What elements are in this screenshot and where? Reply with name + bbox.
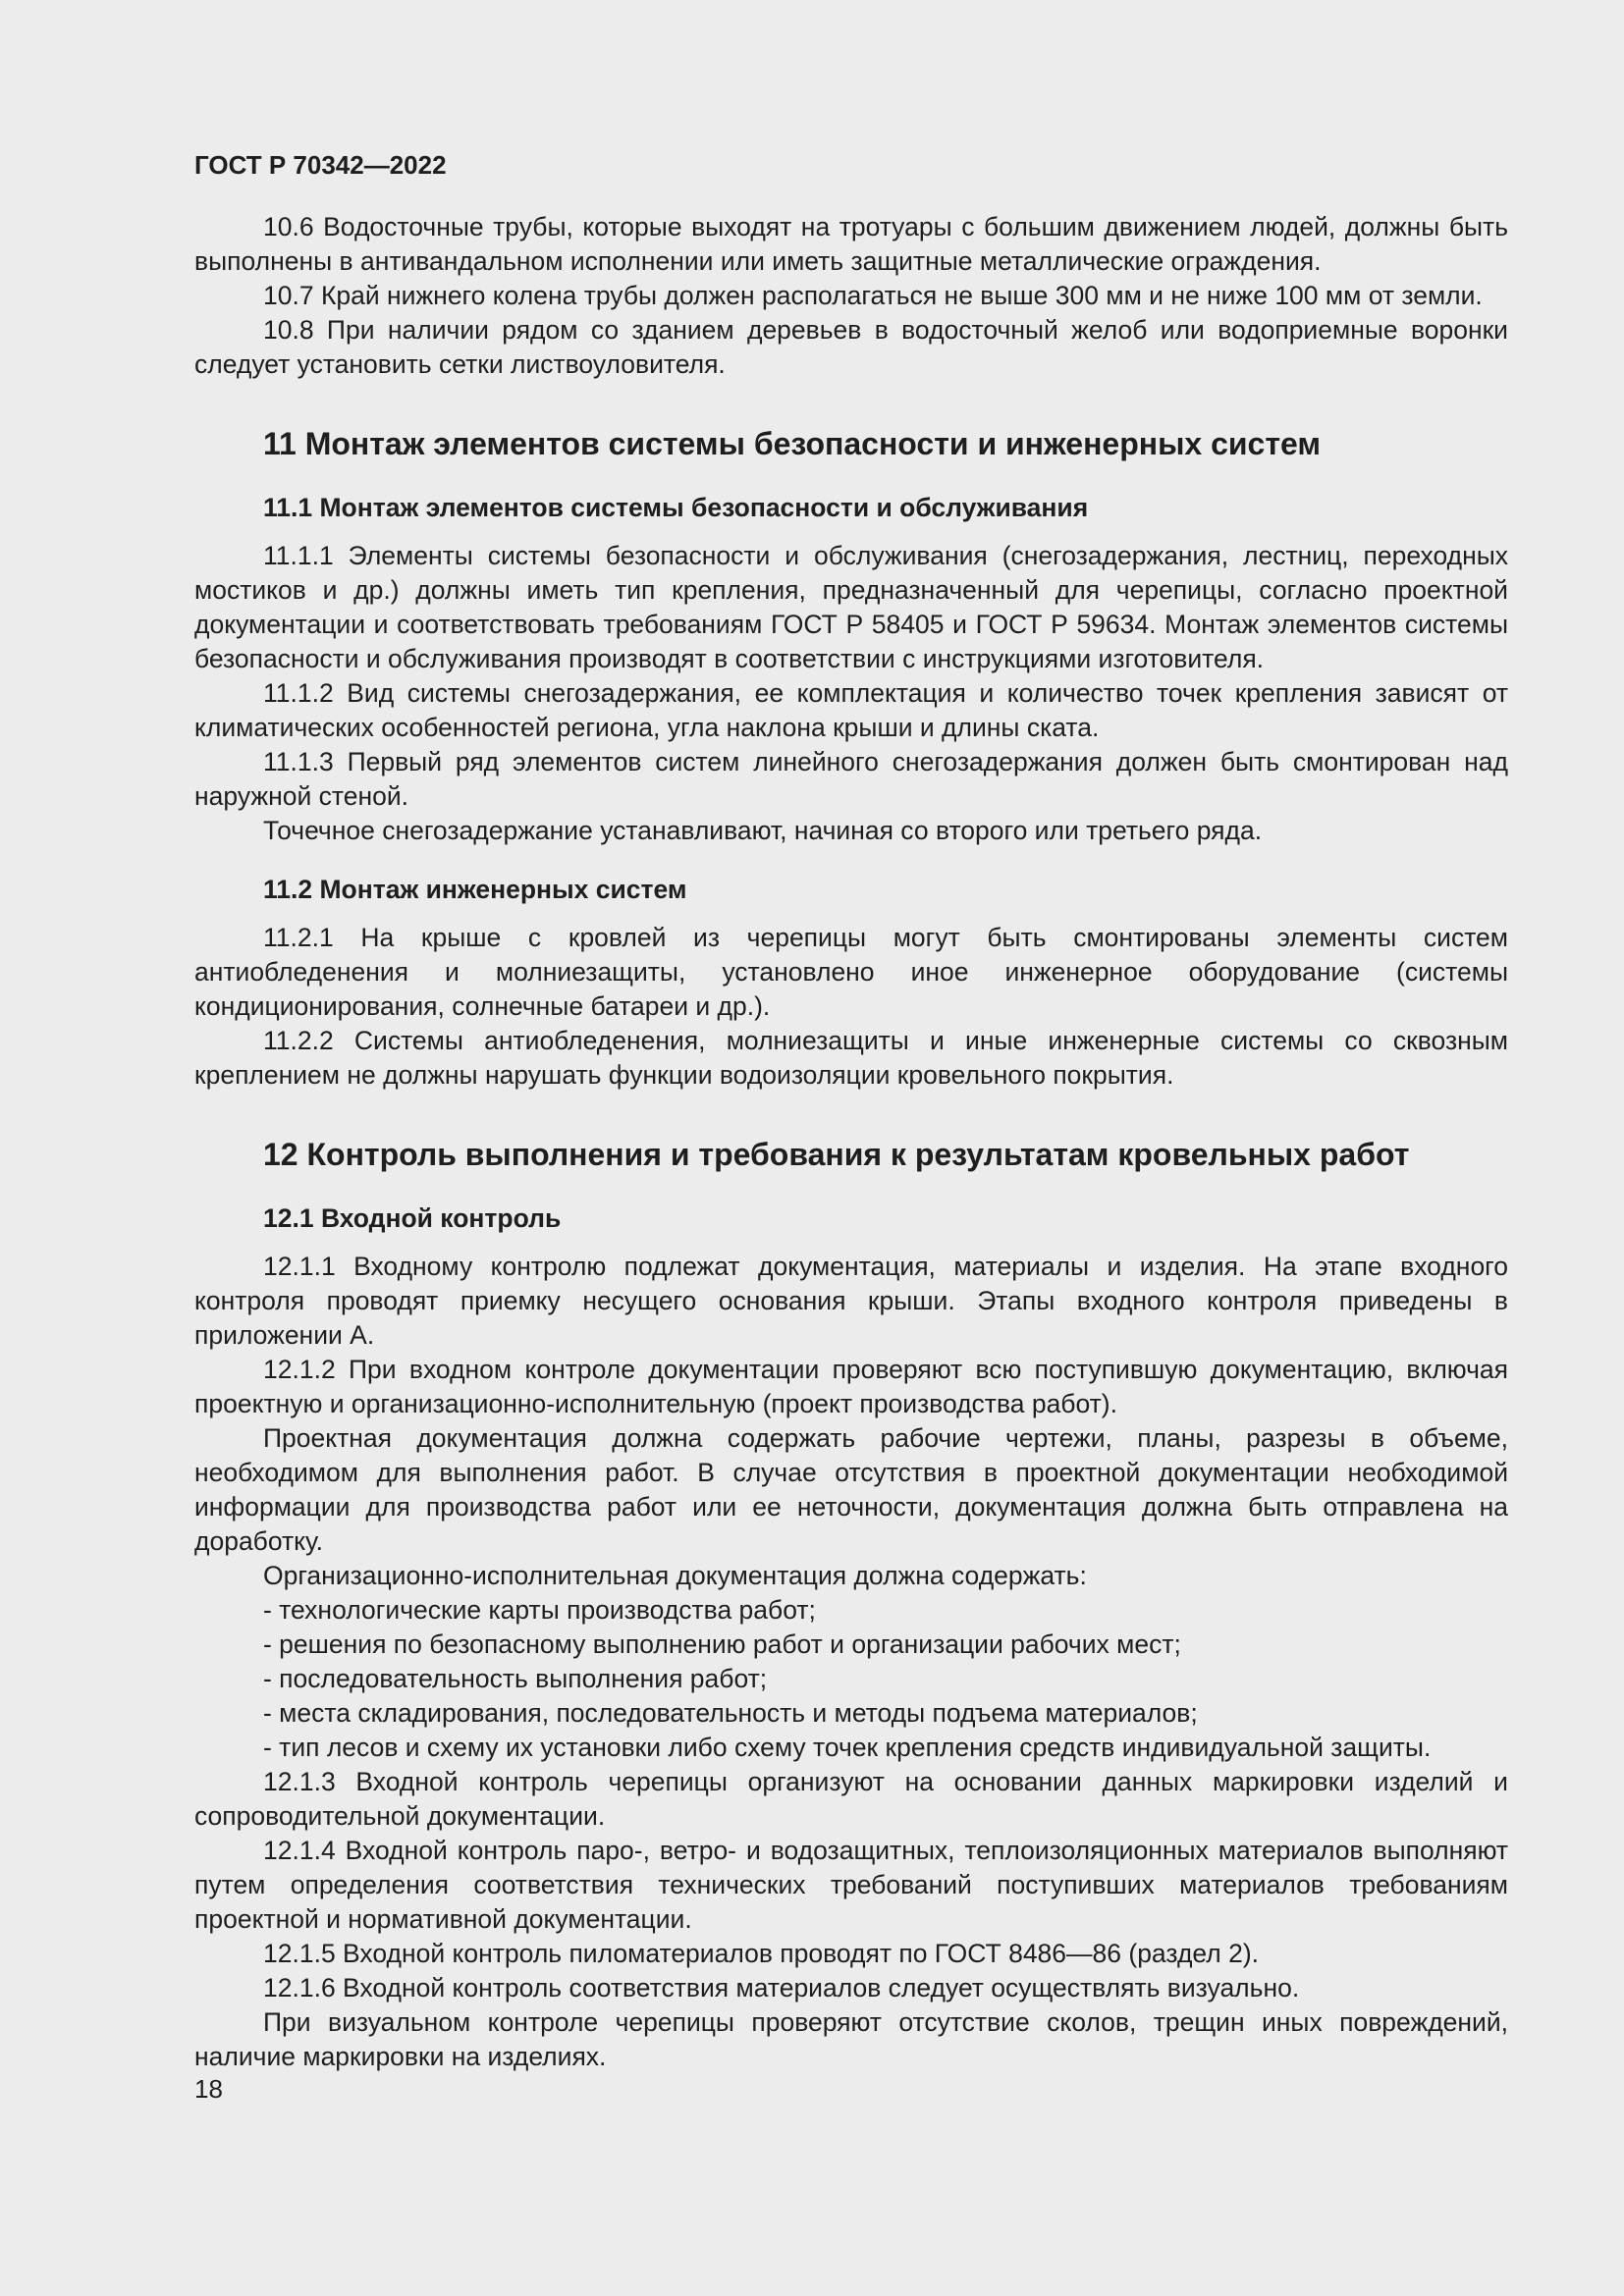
paragraph-10-7: 10.7 Край нижнего колена трубы должен располагаться не выше 300 мм и не ниже 100 мм от земли. <box>263 281 1483 310</box>
list-item: - тип лесов и схему их установки либо схему точек крепления средств индивидуальной защиты. <box>263 1733 1432 1762</box>
org-docs-list <box>194 1593 1508 1765</box>
paragraph-12-1-2: 12.1.2 При входном контроле документации проверяют всю поступившую документацию, включая проектную и организационно-исполнительную (проект производства работ). <box>194 1355 1508 1418</box>
paragraph-10-6: 10.6 Водосточные трубы, которые выходят на тротуары с большим движением людей, должны быть выполнены в антивандальном исполнении или иметь защитные металлические ограждения. <box>194 212 1508 276</box>
subsection-11-2-title: 11.2 Монтаж инженерных систем <box>263 875 687 904</box>
paragraph-11-1-3-continued: Точечное снегозадержание устанавливают, начиная со второго или третьего ряда. <box>263 816 1263 845</box>
paragraph-12-1-2-project-docs: Проектная документация должна содержать рабочие чертежи, планы, разрезы в объеме, необходимом для выполнения работ. В случае отсутствия в проектной документации необходимой информации для производства работ или ее неточности, документация должна быть отправлена на доработку. <box>194 1423 1508 1556</box>
document-page <box>194 145 1508 2074</box>
doc-header: ГОСТ Р 70342—2022 <box>194 150 447 180</box>
subsection-12-1-title: 12.1 Входной контроль <box>263 1203 562 1233</box>
page-number: 18 <box>194 2074 223 2104</box>
list-item: - места складирования, последовательность и методы подъема материалов; <box>263 1698 1198 1728</box>
list-item: - решения по безопасному выполнению работ и организации рабочих мест; <box>263 1629 1181 1659</box>
section-12-title: 12 Контроль выполнения и требования к результатам кровельных работ <box>263 1137 1410 1172</box>
paragraph-11-2-1: 11.2.1 На крыше с кровлей из черепицы могут быть смонтированы элементы систем антиобледенения и молниезащиты, установлено иное инженерное оборудование (системы кондиционирования, солнечные батареи и др.). <box>194 923 1508 1021</box>
paragraph-12-1-5: 12.1.5 Входной контроль пиломатериалов проводят по ГОСТ 8486—86 (раздел 2). <box>263 1939 1260 1968</box>
paragraph-12-1-2-org-docs: Организационно-исполнительная документация должна содержать: <box>263 1561 1087 1590</box>
paragraph-10-8: 10.8 При наличии рядом со зданием деревьев в водосточный желоб или водоприемные воронки следует установить сетки листвоуловителя. <box>194 315 1508 379</box>
paragraph-12-1-6: 12.1.6 Входной контроль соответствия материалов следует осуществлять визуально. <box>263 1973 1300 2002</box>
section-11-title: 11 Монтаж элементов системы безопасности и инженерных систем <box>263 426 1322 461</box>
list-item: - последовательность выполнения работ; <box>263 1664 768 1693</box>
paragraph-12-1-4: 12.1.4 Входной контроль паро-, ветро- и водозащитных, теплоизоляционных материалов выполняют путем определения соответствия технических требований поступивших материалов требованиям проектной и нормативной документации. <box>194 1836 1508 1934</box>
subsection-11-1-title: 11.1 Монтаж элементов системы безопасности и обслуживания <box>263 493 1089 522</box>
paragraph-12-1-3: 12.1.3 Входной контроль черепицы организуют на основании данных маркировки изделий и сопроводительной документации. <box>194 1767 1508 1831</box>
paragraph-11-1-2: 11.1.2 Вид системы снегозадержания, ее комплектация и количество точек крепления зависят от климатических особенностей региона, угла наклона крыши и длины ската. <box>194 678 1508 742</box>
paragraph-11-1-1: 11.1.1 Элементы системы безопасности и обслуживания (снегозадержания, лестниц, переходных мостиков и др.) должны иметь тип крепления, предназначенный для черепицы, согласно проектной документации и соответствовать требованиям ГОСТ Р 58405 и ГОСТ Р 59634. Монтаж элементов системы безопасности и обслуживания производят в соответствии с инструкциями изготовителя. <box>194 541 1508 673</box>
paragraph-11-1-3: 11.1.3 Первый ряд элементов систем линейного снегозадержания должен быть смонтирован над наружной стеной. <box>194 747 1508 811</box>
paragraph-12-1-1: 12.1.1 Входному контролю подлежат документация, материалы и изделия. На этапе входного контроля проводят приемку несущего основания крыши. Этапы входного контроля приведены в приложении А. <box>194 1252 1508 1350</box>
paragraph-11-2-2: 11.2.2 Системы антиобледенения, молниезащиты и иные инженерные системы со сквозным креплением не должны нарушать функции водоизоляции кровельного покрытия. <box>194 1026 1508 1090</box>
list-item: - технологические карты производства работ; <box>263 1595 816 1625</box>
paragraph-12-1-6-continued: При визуальном контроле черепицы проверяют отсутствие сколов, трещин иных повреждений, наличие маркировки на изделиях. <box>194 2007 1508 2071</box>
